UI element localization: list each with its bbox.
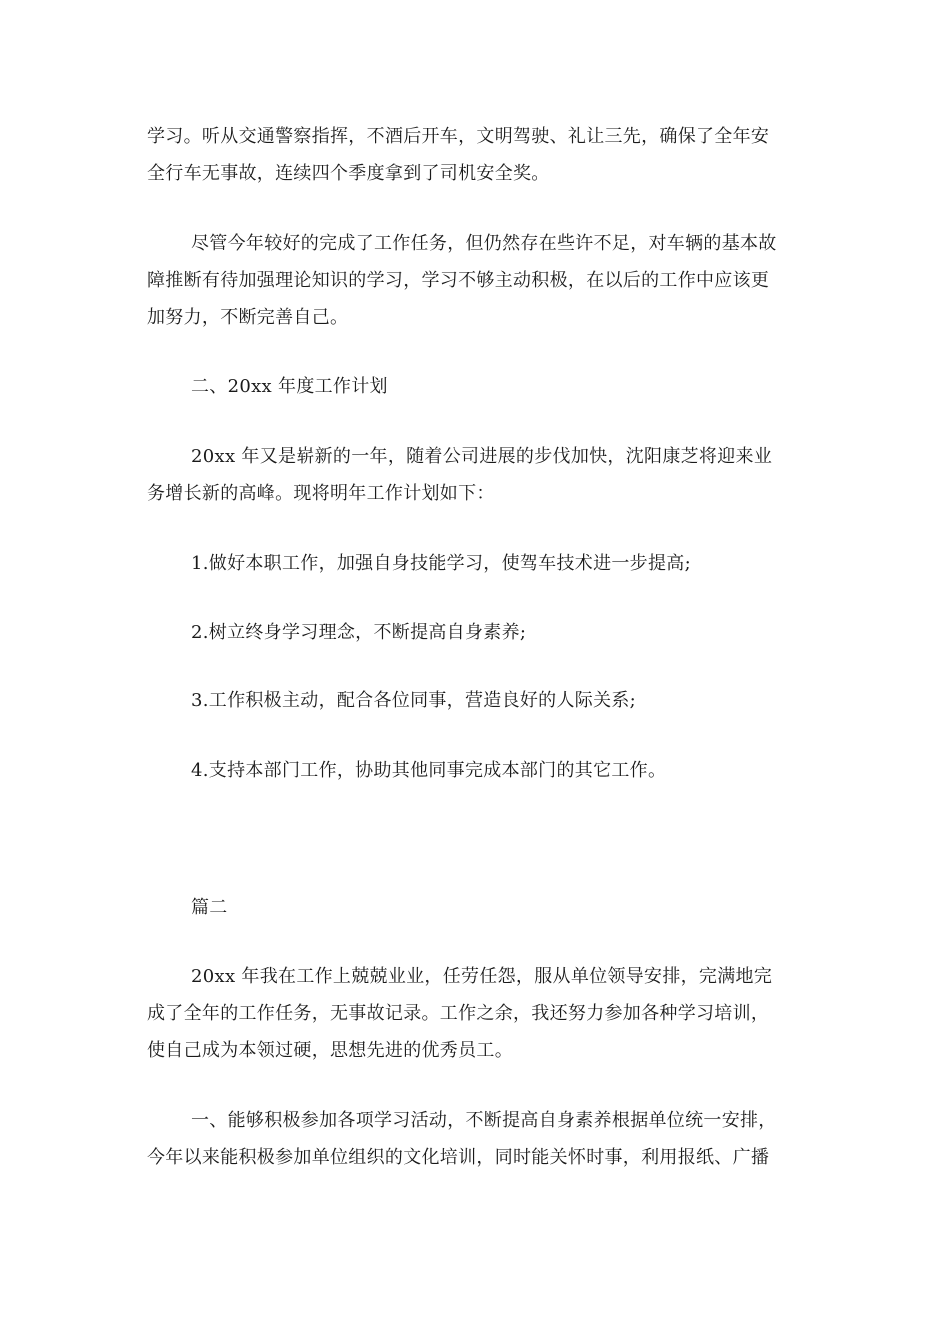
plan-list-item: 1.做好本职工作，加强自身技能学习，使驾车技术进一步提高; — [191, 553, 691, 574]
paragraph-line: 20xx 年又是崭新的一年，随着公司进展的步伐加快，沈阳康芝将迎来业 — [191, 446, 773, 467]
paragraph-line: 学习。听从交通警察指挥，不酒后开车，文明驾驶、礼让三先，确保了全年安 — [147, 126, 770, 147]
paragraph-line: 尽管今年较好的完成了工作任务，但仍然存在些许不足，对车辆的基本故 — [191, 233, 777, 254]
paragraph-line: 障推断有待加强理论知识的学习，学习不够主动积极，在以后的工作中应该更 — [147, 270, 770, 291]
paragraph-line: 成了全年的工作任务，无事故记录。工作之余，我还努力参加各种学习培训， — [147, 1003, 770, 1024]
plan-list-item: 3.工作积极主动，配合各位同事，营造良好的人际关系; — [191, 690, 637, 711]
section-title: 篇二 — [191, 897, 228, 918]
paragraph-line: 务增长新的高峰。现将明年工作计划如下： — [147, 483, 495, 504]
paragraph-line: 今年以来能积极参加单位组织的文化培训，同时能关怀时事，利用报纸、广播 — [147, 1147, 770, 1168]
paragraph-line: 20xx 年我在工作上兢兢业业，任劳任怨，服从单位领导安排，完满地完 — [191, 966, 773, 987]
paragraph-line: 一、能够积极参加各项学习活动，不断提高自身素养根据单位统一安排， — [191, 1110, 777, 1131]
paragraph-line: 全行车无事故，连续四个季度拿到了司机安全奖。 — [147, 163, 550, 184]
paragraph-line: 使自己成为本领过硬，思想先进的优秀员工。 — [147, 1040, 513, 1061]
paragraph-line: 加努力，不断完善自己。 — [147, 307, 349, 328]
plan-list-item: 4.支持本部门工作，协助其他同事完成本部门的其它工作。 — [191, 760, 667, 781]
section-heading: 二、20xx 年度工作计划 — [191, 376, 388, 397]
plan-list-item: 2.树立终身学习理念，不断提高自身素养; — [191, 622, 527, 643]
